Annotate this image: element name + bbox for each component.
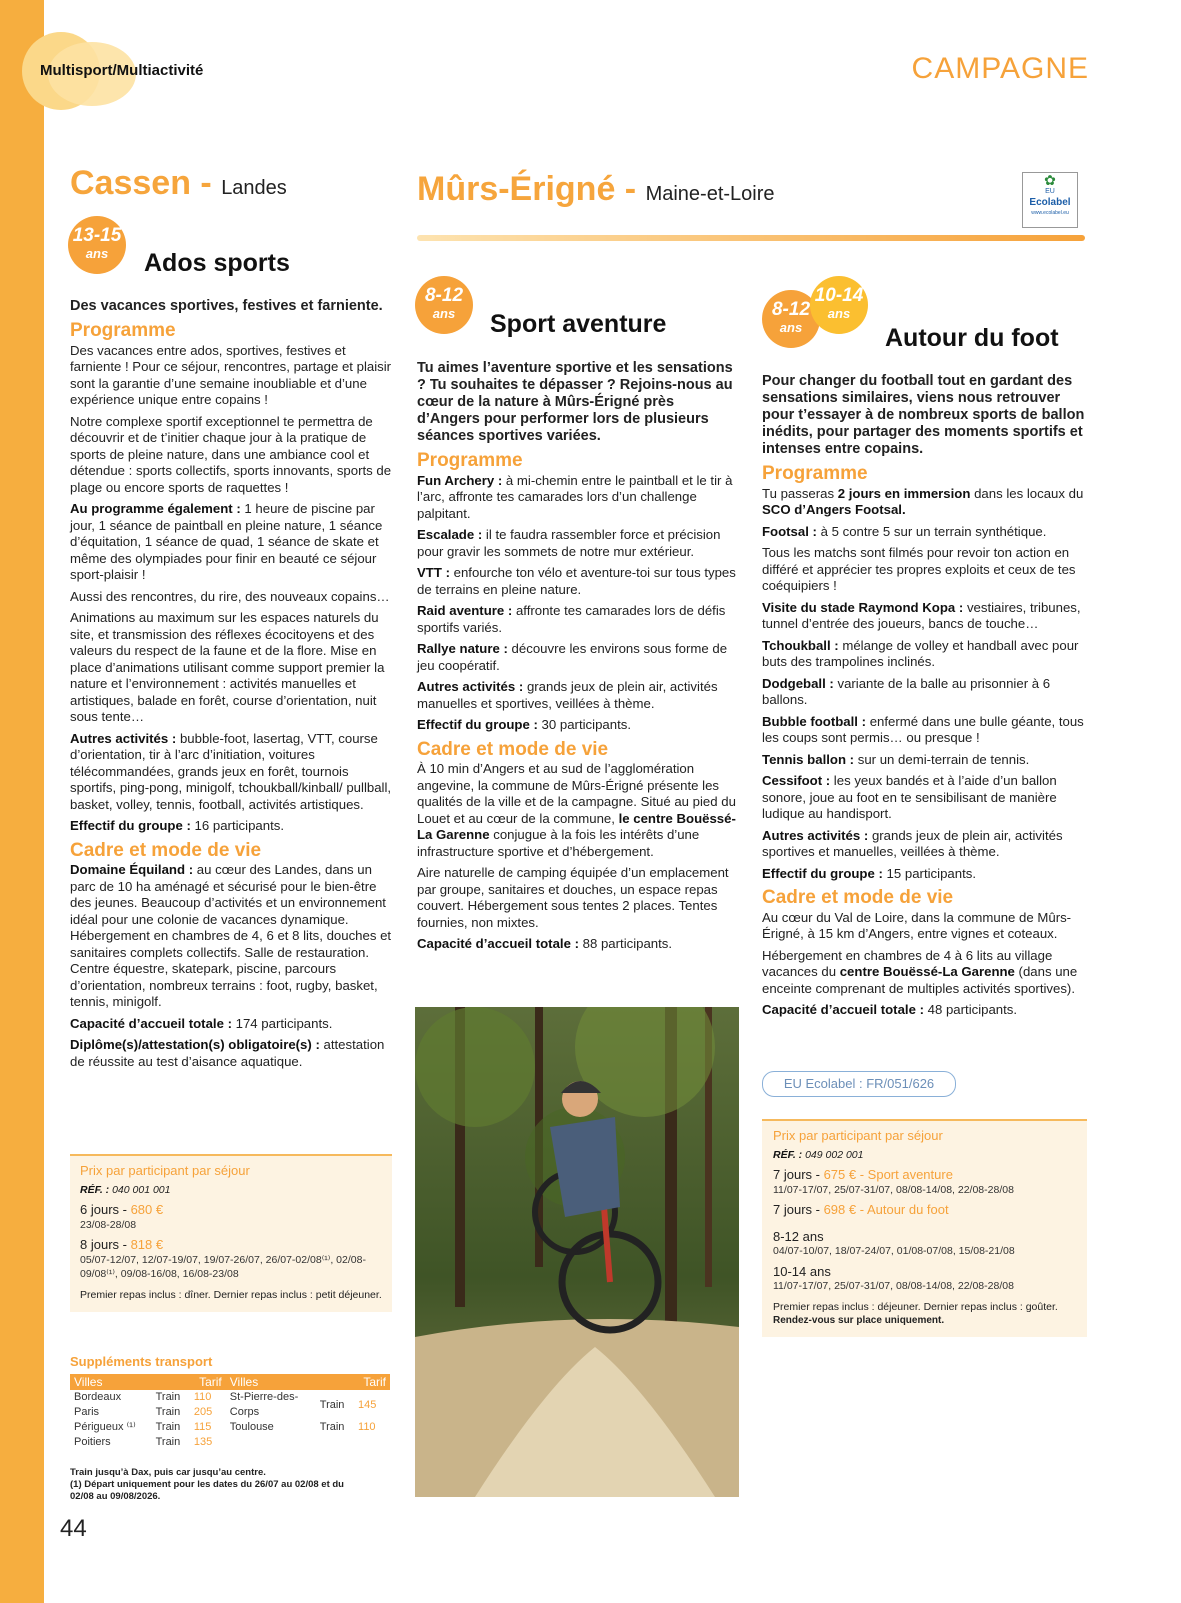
programme-heading: Programme	[70, 320, 176, 341]
note: (1) Départ uniquement pour les dates du 26/07 au 02/08 et du 02/08 au 09/08/2026.	[70, 1479, 344, 1502]
age-badge	[415, 276, 473, 334]
reference	[773, 1148, 1076, 1163]
transport-notes	[70, 1467, 370, 1503]
text: 48 participants.	[923, 1002, 1018, 1017]
paragraph	[70, 1016, 392, 1033]
text: dans les locaux du	[970, 485, 1084, 501]
label: Autres activités :	[417, 679, 524, 694]
label: Fun Archery :	[417, 472, 503, 488]
text: vestiaires, tribunes, tunnel d’entrée des joueurs, bancs de touche…	[762, 599, 1081, 631]
city: Poitiers	[74, 1436, 111, 1448]
label: 2 jours en immersion	[837, 485, 971, 501]
mode: Train	[155, 1406, 181, 1418]
cadre-heading: Cadre et mode de vie	[762, 887, 954, 908]
age-range: 8-12	[424, 285, 464, 306]
reference	[80, 1183, 382, 1198]
age-badge	[810, 276, 868, 334]
text: 174 participants.	[231, 1015, 333, 1031]
lead-text: Pour changer du football tout en gardant des sensations similaires, viens nous retrouver pour t’essayer à de nombreux sports de ballon inédits, pour partager des moments sportifs et intenses entre copains.	[762, 373, 1085, 457]
text: découvre les environs sous forme de jeu coopératif.	[417, 641, 728, 673]
duration-label: 7 jours -	[773, 1202, 824, 1217]
label: Rallye nature :	[417, 641, 508, 656]
paragraph	[70, 818, 392, 835]
paragraph	[417, 565, 739, 598]
dates: 23/08-28/08	[80, 1218, 137, 1231]
region-name: Maine-et-Loire	[645, 183, 775, 205]
paragraph	[762, 524, 1085, 541]
label: Capacité d’accueil totale :	[762, 1002, 924, 1017]
transport-title: Suppléments transport	[70, 1354, 213, 1369]
ecolabel-logo	[1022, 172, 1078, 228]
age-range: 13-15	[72, 225, 122, 246]
text: 15 participants.	[882, 865, 976, 881]
ecolabel-eu: EU	[1045, 188, 1055, 195]
paragraph	[762, 486, 1085, 519]
age-unit: ans	[827, 306, 851, 321]
text: il te faudra rassembler force et précision pour gravir les sommets de notre mur extérieur.	[417, 527, 721, 559]
label: Bubble football :	[762, 713, 867, 729]
programme-heading: Programme	[417, 450, 523, 471]
age-range: 10-14	[814, 285, 864, 306]
paragraph	[417, 527, 739, 560]
label: Autres activités :	[70, 730, 177, 746]
age-group: 8-12 ans	[773, 1228, 824, 1244]
label: Visite du stade Raymond Kopa :	[762, 599, 964, 615]
cadre-heading: Cadre et mode de vie	[70, 839, 262, 861]
ecolabel-text: Ecolabel	[1029, 197, 1071, 208]
table-row	[70, 1390, 390, 1405]
ecolabel-url: www.ecolabel.eu	[1031, 210, 1069, 216]
dates: 11/07-17/07, 25/07-31/07, 08/08-14/08, 22/08-28/08	[773, 1280, 1014, 1292]
paragraph: Animations au maximum sur les espaces naturels du site, et transmission des réflexes écocitoyens et des valeurs du respect de la faune et de la flore. Mise en place d’animations utilisant comme support premier la nature et l’environnement : activités manuelles et artistiques, balade en forêt, course d’orientation, nuit sous tente…	[70, 610, 385, 724]
duration	[80, 1238, 382, 1253]
label: Diplôme(s)/attestation(s) obligatoire(s) :	[70, 1037, 320, 1052]
activity-title: Autour du foot	[885, 324, 1059, 352]
lead-text: Des vacances sportives, festives et farniente.	[70, 298, 383, 314]
text: enfourche ton vélo et aventure-toi sur tous types de terrains en pleine nature.	[417, 565, 736, 597]
murs-title	[417, 170, 775, 209]
age-unit: ans	[779, 320, 803, 335]
text: enfermé dans une bulle géante, tous les coups sont permis… ou presque !	[762, 713, 1084, 745]
paragraph	[762, 638, 1085, 671]
label: SCO d’Angers Footsal.	[762, 502, 906, 517]
label: Effectif du groupe :	[762, 865, 883, 881]
col-mode	[316, 1374, 354, 1390]
label: Escalade :	[417, 527, 483, 542]
paragraph	[417, 473, 739, 523]
paragraph	[70, 731, 392, 814]
paragraph	[417, 936, 739, 953]
mode: Train	[319, 1398, 345, 1411]
label: VTT :	[417, 565, 450, 580]
meal-note: Premier repas inclus : dîner. Dernier repas inclus : petit déjeuner.	[80, 1288, 382, 1301]
price: 205	[193, 1406, 213, 1418]
col-mode	[152, 1374, 190, 1390]
meeting-note: Rendez-vous sur place uniquement.	[773, 1315, 945, 1326]
paragraph: Des vacances entre ados, sportives, festives et farniente ! Pour ce séjour, rencontres, partage et plaisir sont la garantie d’une semaine inoubliable et d’une expérience unique entre copains !	[70, 342, 392, 407]
ref-value: 040 001 001	[109, 1183, 171, 1196]
text: mélange de volley et handball avec pour buts des trampolines inclinés.	[762, 637, 1079, 669]
paragraph	[70, 1037, 392, 1070]
label: Tennis ballon :	[762, 751, 855, 767]
label: Capacité d’accueil totale :	[417, 936, 579, 951]
paragraph	[417, 717, 739, 734]
age-range: 8-12	[771, 299, 811, 320]
category-label: CAMPAGNE	[911, 52, 1089, 85]
photo-illustration	[415, 1007, 739, 1497]
text: conjugue à la fois les intérêts d’une infrastructure sportive et d’hébergement.	[417, 827, 700, 859]
paragraph	[417, 603, 739, 636]
paragraph	[762, 773, 1085, 823]
region-name: Landes	[221, 177, 287, 199]
paragraph	[762, 1002, 1085, 1019]
label: le centre Bouëssé-La Garenne	[417, 810, 736, 842]
text: 30 participants.	[537, 717, 631, 732]
col-villes: Villes	[70, 1374, 152, 1390]
paragraph	[762, 752, 1085, 769]
text: les yeux bandés et à l’aide d’un ballon sonore, joue au foot en te sensibilisant de manière ludique au handisport.	[762, 773, 1057, 821]
table-row	[70, 1420, 390, 1435]
sport-content	[417, 360, 739, 958]
duration-label: 7 jours -	[773, 1167, 824, 1182]
price: 110	[193, 1391, 212, 1403]
col-villes: Villes	[226, 1374, 316, 1390]
text: grands jeux de plein air, activités sportives et manuelles, veillées à thème.	[762, 827, 1063, 859]
city: Toulouse	[229, 1421, 274, 1433]
price-value: 675 € - Sport aventure	[823, 1167, 953, 1182]
paragraph	[762, 866, 1085, 883]
col-tarif: Tarif	[354, 1374, 390, 1390]
ref-label: RÉF. :	[773, 1148, 803, 1161]
lead-text: Tu aimes l’aventure sportive et les sensations ? Tu souhaites te dépasser ? Rejoins-nous au cœur de la nature à Mûrs-Érigné près d’Angers pour performer lors de plusieurs séances sportives variées.	[417, 360, 733, 444]
age-badge	[68, 216, 126, 274]
text: 16 participants.	[190, 818, 284, 833]
table-row	[70, 1435, 390, 1450]
ecolabel-badge: EU Ecolabel : FR/051/626	[762, 1071, 956, 1097]
paragraph	[762, 600, 1085, 633]
section-label: Multisport/Multiactivité	[40, 62, 204, 79]
city: St-Pierre-des-Corps	[229, 1391, 299, 1418]
murs-price-box	[762, 1119, 1087, 1337]
label: Effectif du groupe :	[417, 717, 538, 732]
price-value: 698 € - Autour du foot	[823, 1202, 949, 1217]
paragraph	[417, 641, 739, 674]
cassen-title	[70, 164, 287, 203]
duration-label: 8 jours -	[80, 1237, 131, 1252]
paragraph: Tous les matchs sont filmés pour revoir ton action en différé et apprécier tes propres exploits et ceux de tes coéquipiers !	[762, 545, 1076, 593]
text: grands jeux de plein air, activités manuelles et sportives, veillées à thème.	[417, 679, 718, 711]
duration	[80, 1203, 382, 1218]
price: 145	[358, 1398, 377, 1411]
paragraph	[762, 714, 1085, 747]
label: centre Bouëssé-La Garenne	[839, 964, 1015, 979]
text: à 5 contre 5 sur un terrain synthétique.	[816, 523, 1047, 539]
paragraph	[70, 862, 392, 1011]
city: Bordeaux	[74, 1391, 122, 1403]
ref-value: 049 002 001	[802, 1148, 864, 1161]
empty-cell	[226, 1435, 390, 1450]
text: Tu passeras	[762, 485, 838, 501]
transport-table	[70, 1374, 390, 1450]
text: attestation de réussite au test d’aisance aquatique.	[70, 1037, 385, 1069]
programme-heading: Programme	[762, 463, 868, 484]
mountain-bike-photo	[415, 1007, 739, 1497]
label: Tchoukball :	[762, 637, 839, 653]
price-title: Prix par participant par séjour	[773, 1128, 943, 1143]
text: Hébergement en chambres de 4 à 6 lits au village vacances du	[762, 947, 1053, 979]
activity-title: Sport aventure	[490, 310, 667, 338]
note: Train jusqu’à Dax, puis car jusqu’au centre.	[70, 1467, 266, 1478]
text: au cœur des Landes, dans un parc de 10 ha aménagé et sécurisé pour le bien-être des jeunes. Beaucoup d’activités et un environnement idéal pour une colonie de vacances dynamique. Hébergement en chambres de 4, 6 et 8 lits, douches et sanitaires complets collectifs. Salle de restauration. Centre équestre, skatepark, piscine, parcours d’orientation, nombreux terrains : foot, rugby, basket, tennis, minigolf.	[70, 862, 392, 1009]
label: Cessifoot :	[762, 773, 831, 788]
cadre-heading: Cadre et mode de vie	[417, 738, 609, 760]
meal-note: Premier repas inclus : déjeuner. Dernier repas inclus : goûter.	[773, 1300, 1058, 1313]
duration	[773, 1203, 1076, 1218]
price: 135	[193, 1436, 213, 1448]
activity-title: Ados sports	[144, 249, 290, 277]
text: (dans une enceinte comprenant de multiples activités sportives).	[762, 964, 1078, 996]
price-title: Prix par participant par séjour	[80, 1163, 250, 1178]
price: 110	[358, 1421, 376, 1433]
duration	[773, 1168, 1076, 1183]
flower-icon: ✿	[1044, 172, 1056, 188]
age-unit: ans	[432, 306, 456, 321]
page-number: 44	[60, 1515, 87, 1542]
text: 88 participants.	[578, 936, 673, 951]
dates: 11/07-17/07, 25/07-31/07, 08/08-14/08, 22/08-28/08	[773, 1183, 1014, 1196]
city: Paris	[74, 1406, 100, 1418]
age-unit: ans	[85, 246, 109, 261]
paragraph: Aussi des rencontres, du rire, des nouveaux copains…	[70, 588, 390, 604]
paragraph: Notre complexe sportif exceptionnel te permettra de découvrir et de t’initier chaque jour à la pratique de sports de pleine nature, dans une ambiance cool et détendue : sports collectifs, sports innovants, sports de plage ou encore sports de raquettes !	[70, 413, 392, 495]
paragraph	[417, 679, 739, 712]
label: Autres activités :	[762, 827, 869, 843]
dates: 04/07-10/07, 18/07-24/07, 01/08-07/08, 15/08-21/08	[773, 1245, 1015, 1257]
cassen-content	[70, 298, 392, 1075]
duration-label: 6 jours -	[80, 1202, 131, 1217]
place-name: Mûrs-Érigné -	[417, 170, 637, 208]
label: Domaine Équiland :	[70, 862, 194, 877]
text: variante de la balle au prisonnier à 6 ballons.	[762, 675, 1051, 707]
paragraph	[762, 948, 1085, 998]
paragraph	[417, 761, 739, 860]
dates: 05/07-12/07, 12/07-19/07, 19/07-26/07, 26/07-02/08⁽¹⁾, 02/08-09/08⁽¹⁾, 09/08-16/08, 16/08-23/08	[80, 1253, 366, 1280]
age-group: 10-14 ans	[773, 1263, 831, 1279]
mode: Train	[155, 1391, 181, 1403]
mode: Train	[155, 1436, 181, 1448]
mode: Train	[155, 1421, 181, 1433]
price: 115	[193, 1421, 212, 1433]
label: Au programme également :	[70, 501, 241, 516]
foot-content	[762, 373, 1085, 1024]
text: sur un demi-terrain de tennis.	[854, 751, 1030, 767]
label: Footsal :	[762, 523, 817, 539]
paragraph	[70, 501, 392, 584]
ref-label: RÉF. :	[80, 1183, 110, 1196]
label: Effectif du groupe :	[70, 818, 191, 833]
text: À 10 min d’Angers et au sud de l’agglomération angevine, la commune de Mûrs-Érigné présente les qualités de la ville et de la campagne. Situé au pied du Louet et au cœur de la commune,	[417, 761, 736, 826]
paragraph: Au cœur du Val de Loire, dans la commune de Mûrs-Érigné, à 15 km d’Angers, entre vignes et coteaux.	[762, 909, 1072, 941]
text: affronte tes camarades lors de défis sportifs variés.	[417, 603, 726, 635]
price-value: 680 €	[130, 1202, 164, 1217]
paragraph	[762, 676, 1085, 709]
mode: Train	[319, 1421, 345, 1433]
paragraph: Aire naturelle de camping équipée d’un emplacement par groupe, sanitaires et douches, un espace repas couvert. Hébergement sous tentes 2 places. Tentes fournies, non mixtes.	[417, 865, 729, 930]
price-value: 818 €	[130, 1237, 164, 1252]
paragraph	[762, 828, 1085, 861]
text: bubble-foot, lasertag, VTT, course d’orientation, tir à l’arc d’initiation, voitures télécommandées, grands jeux en forêt, tournois sportifs, ping-pong, minigolf, tchoukball/kinball/ pullball, basket, volley, tennis, football, activités artistiques.	[70, 730, 392, 812]
place-name: Cassen -	[70, 164, 212, 202]
cassen-price-box	[70, 1154, 392, 1312]
left-color-strip	[0, 0, 44, 1603]
text: à mi-chemin entre le paintball et le tir à l’arc, affronte tes camarades lors d’un challenge palpitant.	[417, 472, 733, 521]
label: Dodgeball :	[762, 675, 834, 691]
city: Périgueux ⁽¹⁾	[74, 1421, 136, 1433]
label: Raid aventure :	[417, 603, 513, 618]
label: Capacité d’accueil totale :	[70, 1015, 232, 1031]
table-header	[70, 1374, 390, 1390]
header-divider	[417, 235, 1085, 241]
text: 1 heure de piscine par jour, 1 séance de paintball en pleine nature, 1 séance d’équitation, 1 séance de quad, 1 séance de skate et même des olympiades pour finir en beauté ce séjour sport-plaisir !	[70, 501, 383, 582]
col-tarif: Tarif	[190, 1374, 226, 1390]
